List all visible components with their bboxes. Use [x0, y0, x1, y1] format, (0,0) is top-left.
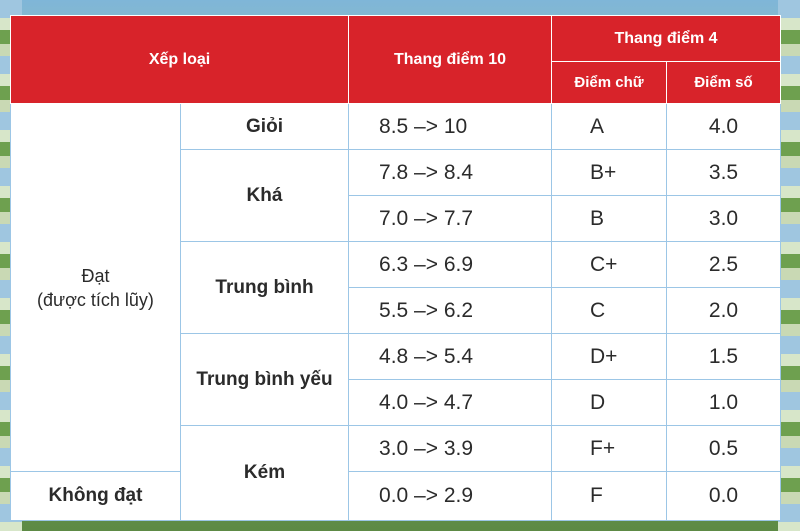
score-cell: 3.0 [667, 196, 781, 242]
background-right [778, 0, 800, 531]
table-row [11, 104, 781, 150]
score-cell: 4.0 [667, 104, 781, 150]
header-classification: Xếp loại [11, 16, 349, 104]
score-cell: 0.5 [667, 426, 781, 472]
range-cell: 0.0 –> 2.9 [349, 472, 552, 521]
group-pass-label: Đạt [81, 265, 110, 286]
header-scale-4: Thang điểm 4 [552, 16, 781, 62]
rank-gioi: Giỏi [181, 104, 349, 150]
rank-kem: Kém [181, 426, 349, 521]
letter-cell: B [552, 196, 667, 242]
range-cell: 3.0 –> 3.9 [349, 426, 552, 472]
range-cell: 7.0 –> 7.7 [349, 196, 552, 242]
range-cell: 4.8 –> 5.4 [349, 334, 552, 380]
score-cell: 1.5 [667, 334, 781, 380]
score-cell: 0.0 [667, 472, 781, 521]
rank-kha: Khá [181, 150, 349, 242]
range-cell: 7.8 –> 8.4 [349, 150, 552, 196]
score-cell: 3.5 [667, 150, 781, 196]
range-cell: 4.0 –> 4.7 [349, 380, 552, 426]
letter-cell: C [552, 288, 667, 334]
group-pass-note: (được tích lũy) [37, 289, 154, 310]
range-cell: 6.3 –> 6.9 [349, 242, 552, 288]
table-row [11, 472, 781, 521]
header-scale-10: Thang điểm 10 [349, 16, 552, 104]
letter-cell: F [552, 472, 667, 521]
group-pass [11, 104, 181, 472]
grading-table-container [10, 15, 780, 520]
letter-cell: A [552, 104, 667, 150]
rank-trung-binh: Trung bình [181, 242, 349, 334]
rank-trung-binh-yeu: Trung bình yếu [181, 334, 349, 426]
letter-cell: D+ [552, 334, 667, 380]
header-number-grade: Điểm số [667, 62, 781, 104]
range-cell: 8.5 –> 10 [349, 104, 552, 150]
header-letter-grade: Điểm chữ [552, 62, 667, 104]
score-cell: 2.5 [667, 242, 781, 288]
score-cell: 1.0 [667, 380, 781, 426]
letter-cell: C+ [552, 242, 667, 288]
score-cell: 2.0 [667, 288, 781, 334]
grading-table [10, 15, 781, 521]
range-cell: 5.5 –> 6.2 [349, 288, 552, 334]
letter-cell: F+ [552, 426, 667, 472]
letter-cell: B+ [552, 150, 667, 196]
group-fail: Không đạt [11, 472, 181, 521]
letter-cell: D [552, 380, 667, 426]
